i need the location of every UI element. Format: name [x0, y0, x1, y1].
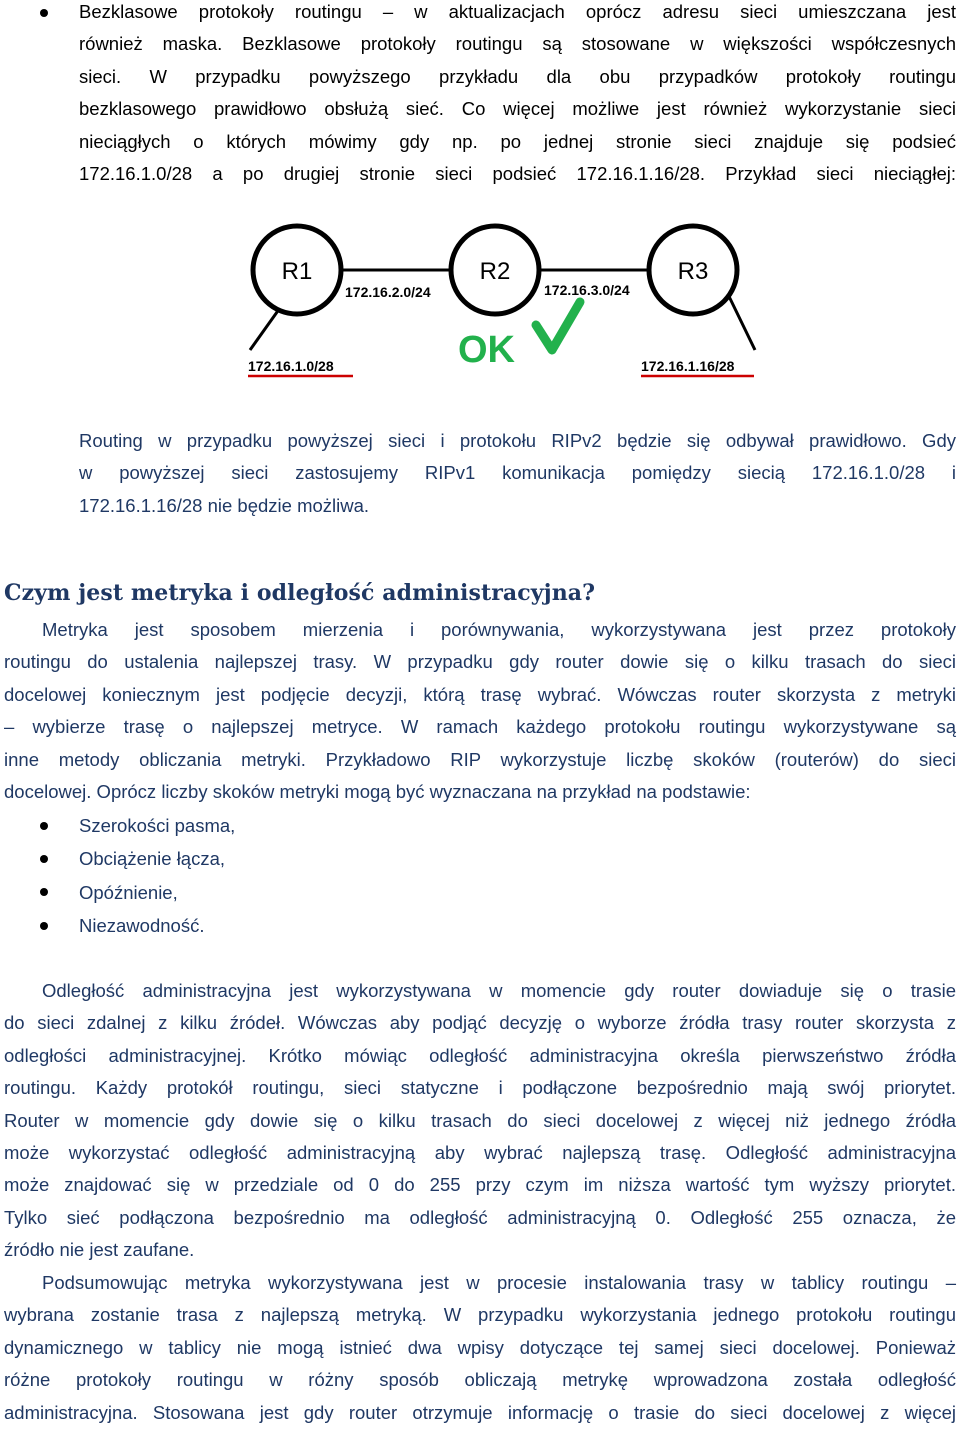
top-bullet-paragraph [79, 0, 956, 190]
text-line: wybrana zostanie trasa z najlepszą metryką. W przypadku wykorzystania jednego protokołu routingu [4, 1304, 956, 1326]
bullet-icon [40, 822, 48, 830]
text-line: Odległość administracyjna jest wykorzystywana w momencie gdy router dowiaduje się o trasie [42, 980, 956, 1001]
bullet-icon [40, 9, 48, 17]
admin-distance-paragraph [4, 975, 956, 1267]
list-item: Obciążenie łącza, [79, 848, 226, 870]
checkmark-icon [536, 302, 580, 350]
bullet-icon [40, 855, 48, 863]
text-line: Podsumowując metryka wykorzystywana jest w procesie instalowania trasy w tablicy routingu – [42, 1272, 956, 1293]
text-line: również maska. Bezklasowe protokoły routingu są stosowane w większości współczesnych [79, 33, 956, 55]
text-line: 172.16.1.0/28 a po drugiej stronie sieci podsieć 172.16.1.16/28. Przykład sieci nieciągłej: [79, 162, 956, 184]
text-line: odległości administracyjnej. Krótko mówiąc odległość administracyjna określa pierwszeństwo źródła [4, 1044, 956, 1066]
text-line: docelowej. Oprócz liczby skoków metryki mogą być wyznaczana na przykład na podstawie: [4, 780, 751, 802]
lan-label: 172.16.1.16/28 [641, 358, 735, 374]
text-line: Metryka jest sposobem mierzenia i porównywania, wykorzystywana jest przez protokoły [42, 619, 956, 640]
text-line: może znajdować się w przedziale od 0 do 255 przy czym im niższa wartość tym wyższy priorytet. [4, 1174, 956, 1196]
text-line: Bezklasowe protokoły routingu – w aktualizacjach oprócz adresu sieci umieszczana jest [79, 1, 956, 22]
list-item: Niezawodność. [79, 915, 205, 937]
link-label: 172.16.3.0/24 [544, 282, 630, 298]
section-heading: Czym jest metryka i odległość administracyjna? [4, 580, 596, 606]
text-line: sieci. W przypadku powyższego przykładu dla obu przypadków protokoły routingu [79, 65, 956, 87]
text-line: – wybierze trasę o najlepszej metryce. W ramach każdego protokołu routingu wykorzystywane są [4, 716, 956, 738]
link-label: 172.16.2.0/24 [345, 284, 431, 300]
text-line: Tylko sieć podłączona bezpośrednio ma odległość administracyjną 0. Odległość 255 oznacza, że [4, 1206, 956, 1228]
status-ok: OK [458, 329, 515, 371]
text-line: routingu do ustalenia najlepszej trasy. W przypadku gdy router dowie się o kilku trasach do sieci [4, 651, 956, 673]
text-line: 172.16.1.16/28 nie będzie możliwa. [79, 494, 370, 516]
text-line: routingu. Każdy protokół routingu, sieci statyczne i podłączone bezpośrednio mają swój priorytet. [4, 1077, 956, 1099]
router-r3 [649, 226, 737, 314]
text-line: może wykorzystać odległość administracyjną aby wybrać najlepszą trasę. Odległość administracyjna [4, 1141, 956, 1163]
list-item: Opóźnienie, [79, 881, 178, 903]
routing-paragraph [79, 425, 956, 522]
list-item: Szerokości pasma, [79, 815, 236, 836]
text-line: źródło nie jest zaufane. [4, 1239, 195, 1261]
text-line: Router w momencie gdy dowie się o kilku trasach do sieci docelowej z więcej niż jednego źródła [4, 1109, 956, 1131]
network-diagram [240, 222, 760, 390]
router-r2 [451, 226, 539, 314]
text-line: do sieci zdalnej z kilku źródeł. Wówczas aby podjąć decyzję o wyborze źródła trasy router skorzysta z [4, 1012, 956, 1034]
bullet-icon [40, 922, 48, 930]
text-line: bezklasowego prawidłowo obsłużą sieć. Co więcej możliwe jest również wykorzystanie sieci [79, 98, 956, 120]
router-label: R1 [281, 258, 313, 285]
text-line: dynamicznego w tablicy nie mogą istnieć dwa wpisy dotyczące tej samej sieci docelowej. Ponieważ [4, 1336, 956, 1358]
text-line: Routing w przypadku powyższej sieci i protokołu RIPv2 będzie się odbywał prawidłowo. Gdy [79, 430, 956, 451]
router-r1 [253, 226, 341, 314]
lan-label: 172.16.1.0/28 [248, 358, 334, 374]
text-line: nieciągłych o których mówimy gdy np. po jednej stronie sieci znajduje się podsieć [79, 130, 956, 152]
text-line: docelowej koniecznym jest podjęcie decyzji, którą trasę wybrać. Wówczas router skorzysta z metryki [4, 683, 956, 705]
metric-bullet-list [79, 809, 679, 943]
text-line: administracyjna. Stosowana jest gdy router otrzymuje informację o trasie do sieci docelowej z więcej [4, 1401, 956, 1423]
bullet-icon [40, 888, 48, 896]
summary-paragraph [4, 1267, 956, 1429]
router-label: R2 [479, 258, 511, 285]
router-label: R3 [677, 258, 709, 285]
text-line: w powyższej sieci zastosujemy RIPv1 komunikacja pomiędzy siecią 172.16.1.0/28 i [79, 462, 956, 484]
text-line: inne metody obliczania metryki. Przykładowo RIP wykorzystuje liczbę skoków (routerów) do sieci [4, 748, 956, 770]
text-line: różne protokoły routingu w różny sposób obliczają metrykę wprowadzona została odległość [4, 1369, 956, 1391]
metric-paragraph [4, 614, 956, 808]
